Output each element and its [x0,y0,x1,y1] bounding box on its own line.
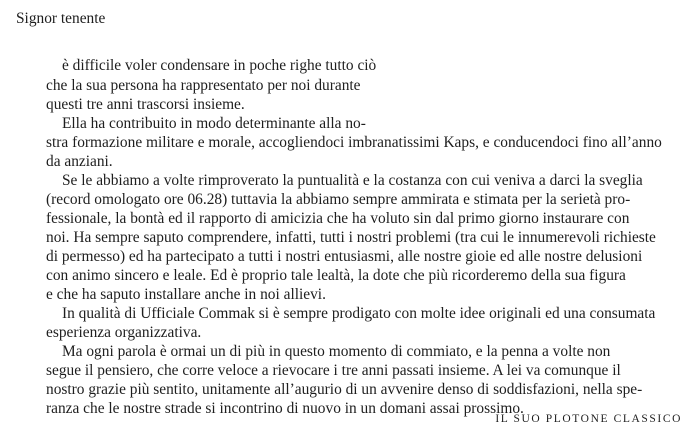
letter-line: da anziani. [46,153,113,170]
letter-line: che la sua persona ha rappresentato per noi durante [46,77,361,94]
letter-line: Se le abbiamo a volte rimproverato la puntualità e la costanza con cui veniva a darci la sveglia [62,172,643,189]
letter-line: (record omologato ore 06.28) tuttavia la abbiamo sempre ammirata e stimata per la serietà pro- [46,191,631,208]
letter-line: questi tre anni trascorsi insieme. [46,96,245,113]
letter-line: fessionale, la bontà ed il rapporto di amicizia che ha voluto sin dal primo giorno instaurare con [46,210,630,227]
letter-line: stra formazione militare e morale, accogliendoci imbranatissimi Kaps, e conducendoci fino all’anno [46,134,662,151]
letter-line: Ma ogni parola è ormai un di più in questo momento di commiato, e la penna a volte non [62,343,611,360]
letter-line: ranza che le nostre strade si incontrino di nuovo in un domani assai prossimo. [46,400,524,417]
letter-line: In qualità di Ufficiale Commak si è sempre prodigato con molte idee originali ed una consumata [62,305,656,322]
letter-line: e che ha saputo installare anche in noi allievi. [46,286,326,303]
letter-line: nostro grazie più sentito, unitamente all’augurio di un avvenire denso di soddisfazioni, nella spe- [46,381,643,398]
letter-line: con animo sincero e leale. Ed è proprio tale lealtà, la dote che più ricorderemo della sua figura [46,267,626,284]
signature: IL SUO PLOTONE CLASSICO [495,413,682,425]
letter-line: Ella ha contribuito in modo determinante alla no- [62,115,366,132]
letter-line: segue il pensiero, che corre veloce a rievocare i tre anni passati insieme. A lei va comunque il [46,362,621,379]
letter-line: esperienza organizzativa. [46,324,202,341]
salutation: Signor tenente [16,10,106,27]
letter-line: noi. Ha sempre saputo comprendere, infatti, tutti i nostri problemi (tra cui le innumerevoli richieste [46,229,656,246]
letter-line: è difficile voler condensare in poche righe tutto ciò [62,57,377,74]
letter-line: di permesso) ed ha partecipato a tutti i nostri entusiasmi, alle nostre gioie ed alle nostre delusioni [46,248,643,265]
